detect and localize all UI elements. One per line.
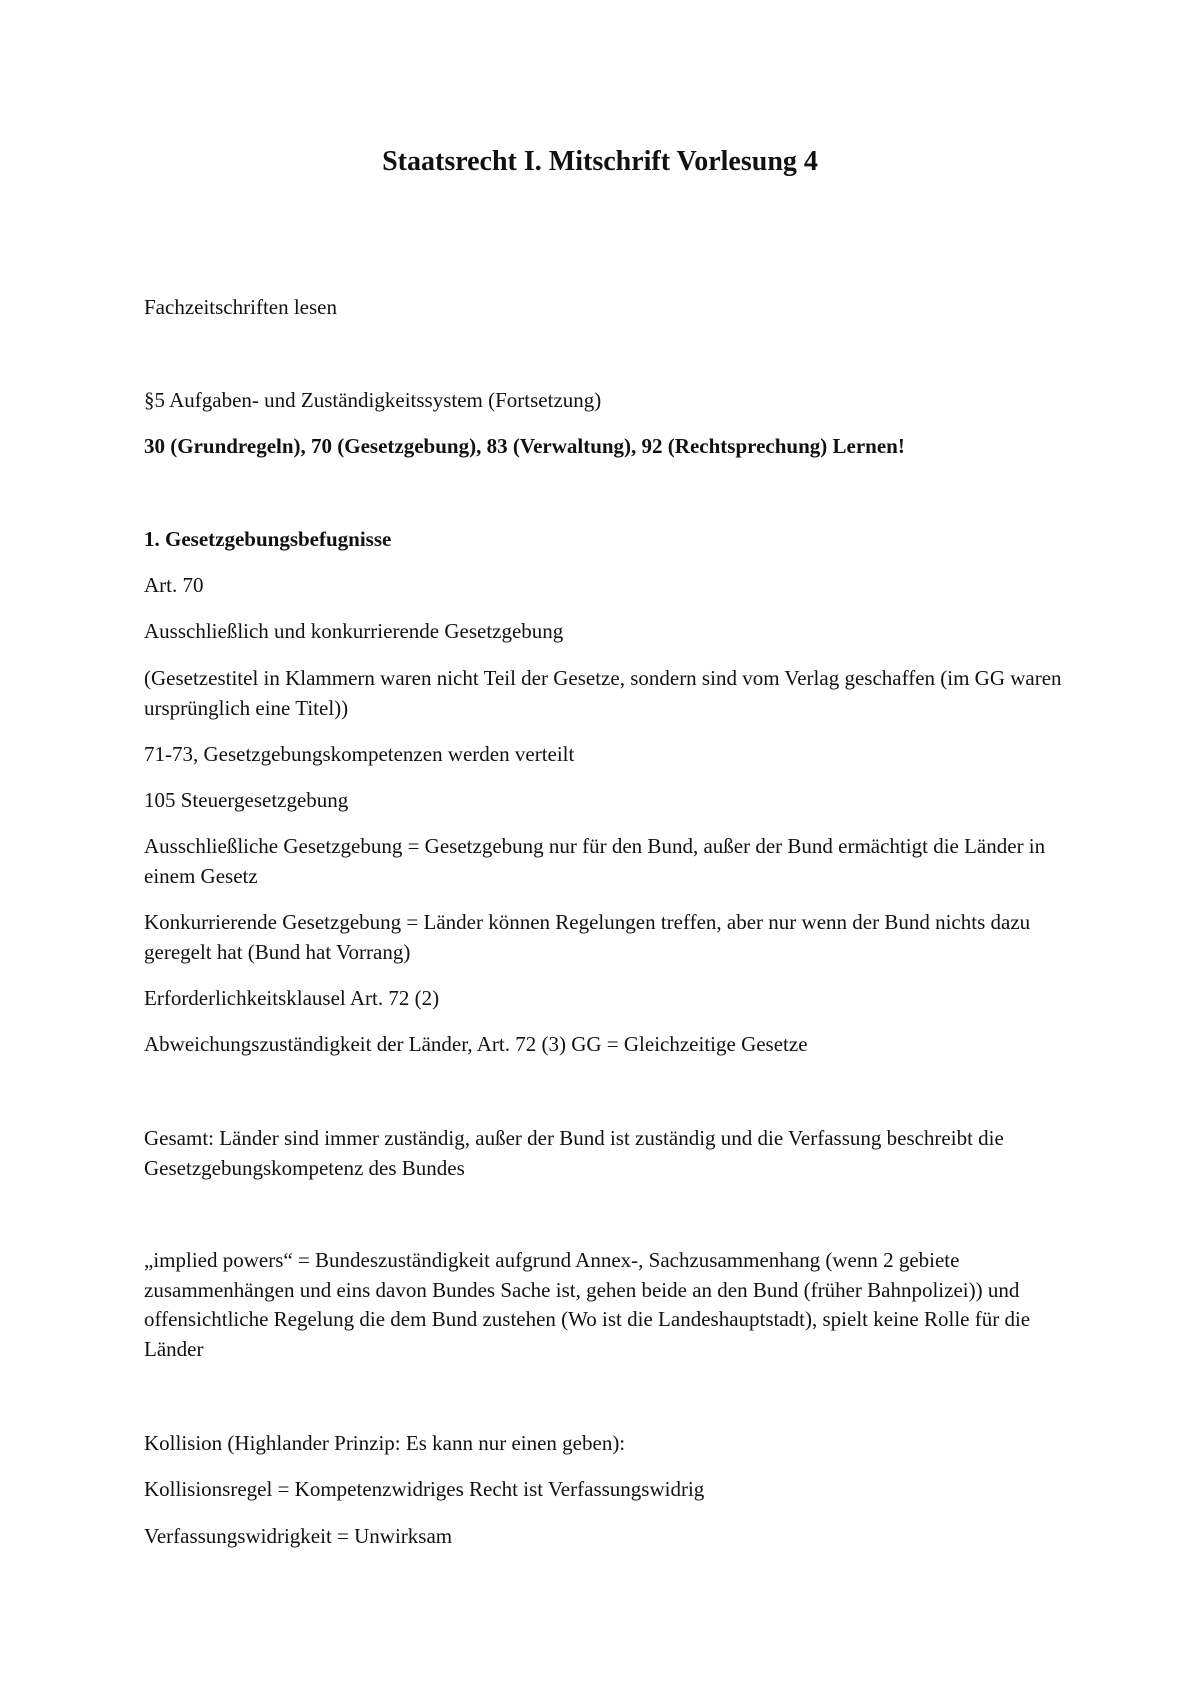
paragraph-abweichungszustaendigkeit: Abweichungszuständigkeit der Länder, Art. 72 (3) GG = Gleichzeitige Gesetze: [144, 1032, 808, 1056]
paragraph-fachzeitschriften: Fachzeitschriften lesen: [144, 295, 337, 319]
paragraph-implied-powers: „implied powers“ = Bundeszuständigkeit aufgrund Annex-, Sachzusammenhang (wenn 2 gebiete zusammenhängen und eins davon Bundes Sache ist, gehen beide an den Bund (früher Bahnpolizei)) und offensichtliche Regelung die dem Bund zustehen (Wo ist die Landeshauptstadt), spielt keine Rolle für die Länder: [144, 1248, 1031, 1361]
paragraph-art-70: Art. 70: [144, 573, 204, 597]
paragraph-kollisionsregel: Kollisionsregel = Kompetenzwidriges Recht ist Verfassungswidrig: [144, 1477, 705, 1501]
heading-gesetzgebungsbefugnisse: 1. Gesetzgebungsbefugnisse: [144, 527, 392, 551]
paragraph-lernen-articles: 30 (Grundregeln), 70 (Gesetzgebung), 83 (Verwaltung), 92 (Rechtsprechung) Lernen!: [144, 434, 905, 458]
paragraph-konkurrierende-gesetzgebung: Konkurrierende Gesetzgebung = Länder können Regelungen treffen, aber nur wenn der Bund nichts dazu geregelt hat (Bund hat Vorrang): [144, 910, 1031, 964]
paragraph-ausschliessliche-gesetzgebung: Ausschließliche Gesetzgebung = Gesetzgebung nur für den Bund, außer der Bund ermächtigt die Länder in einem Gesetz: [144, 834, 1046, 888]
paragraph-gesetzestitel: (Gesetzestitel in Klammern waren nicht Teil der Gesetze, sondern sind vom Verlag geschaffen (im GG waren ursprünglich eine Titel)): [144, 666, 1062, 720]
paragraph-ausschliesslich-konkurrierend: Ausschließlich und konkurrierende Gesetzgebung: [144, 619, 564, 643]
paragraph-71-73: 71-73, Gesetzgebungskompetenzen werden verteilt: [144, 742, 575, 766]
paragraph-erforderlichkeitsklausel: Erforderlichkeitsklausel Art. 72 (2): [144, 986, 440, 1010]
paragraph-kollision: Kollision (Highlander Prinzip: Es kann nur einen geben):: [144, 1431, 626, 1455]
paragraph-section-5: §5 Aufgaben- und Zuständigkeitssystem (Fortsetzung): [144, 388, 602, 412]
paragraph-gesamt: Gesamt: Länder sind immer zuständig, außer der Bund ist zuständig und die Verfassung beschreibt die Gesetzgebungskompetenz des Bundes: [144, 1126, 1004, 1180]
paragraph-105: 105 Steuergesetzgebung: [144, 788, 349, 812]
document-title: Staatsrecht I. Mitschrift Vorlesung 4: [382, 146, 818, 177]
paragraph-verfassungswidrigkeit: Verfassungswidrigkeit = Unwirksam: [144, 1524, 453, 1548]
